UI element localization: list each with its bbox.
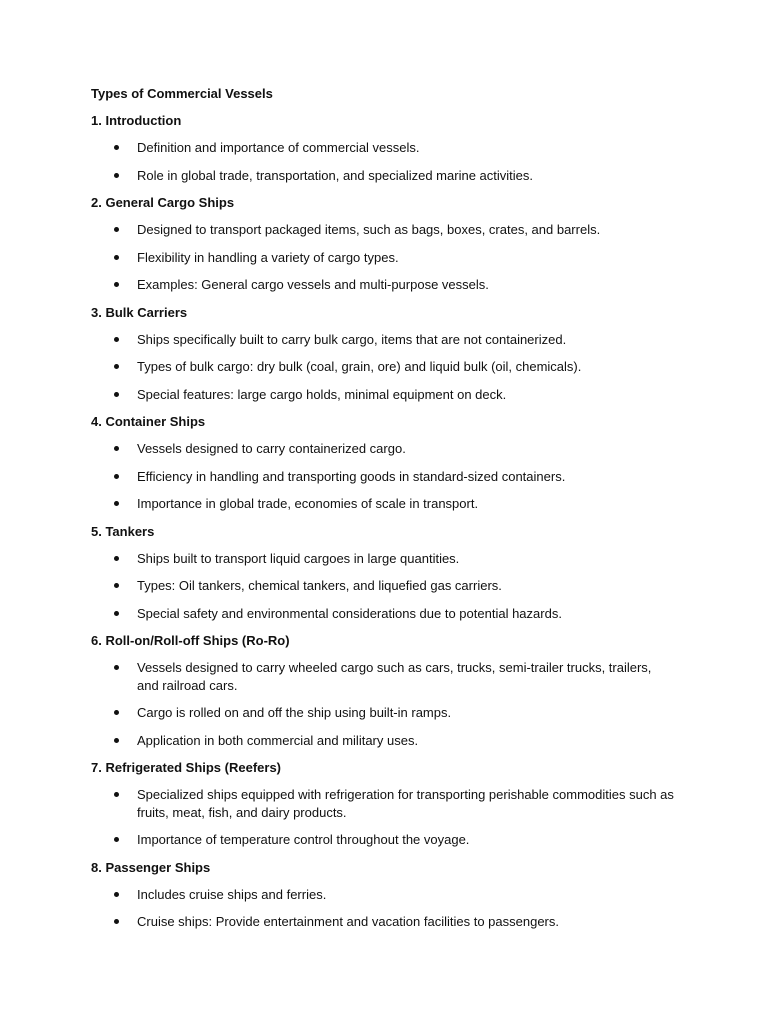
list-item xyxy=(91,440,676,458)
section xyxy=(91,859,676,931)
section-heading: 7. Refrigerated Ships (Reefers) xyxy=(91,760,282,775)
list-item xyxy=(91,167,676,185)
list-item xyxy=(91,139,676,157)
list-item xyxy=(91,786,676,821)
list-item-text: Specialized ships equipped with refrigeration for transporting perishable commodities such as fruits, meat, fish, and dairy products. xyxy=(137,787,674,820)
list-item xyxy=(91,331,676,349)
bullet-icon xyxy=(114,583,119,588)
section-heading: 1. Introduction xyxy=(91,113,182,128)
bullet-icon xyxy=(114,255,119,260)
bullet-icon xyxy=(114,337,119,342)
sections-container xyxy=(91,112,676,931)
section xyxy=(91,632,676,749)
bullet-list xyxy=(91,886,676,931)
bullet-list xyxy=(91,139,676,184)
section-heading: 3. Bulk Carriers xyxy=(91,304,188,320)
bullet-icon xyxy=(114,738,119,743)
section-heading: 4. Container Ships xyxy=(91,414,206,429)
list-item xyxy=(91,249,676,267)
section xyxy=(91,304,676,404)
list-item xyxy=(91,732,676,750)
bullet-icon xyxy=(114,227,119,232)
list-item-text: Includes cruise ships and ferries. xyxy=(137,886,327,902)
list-item xyxy=(91,659,676,694)
bullet-icon xyxy=(114,501,119,506)
list-item xyxy=(91,495,676,513)
bullet-icon xyxy=(114,173,119,178)
list-item xyxy=(91,386,676,404)
list-item-text: Special features: large cargo holds, minimal equipment on deck. xyxy=(137,386,507,402)
section-heading: 6. Roll-on/Roll-off Ships (Ro-Ro) xyxy=(91,633,290,648)
list-item-text: Cargo is rolled on and off the ship using built-in ramps. xyxy=(137,705,452,720)
list-item-text: Ships built to transport liquid cargoes in large quantities. xyxy=(137,550,460,566)
list-item xyxy=(91,577,676,595)
bullet-list xyxy=(91,440,676,513)
document-page xyxy=(91,85,676,941)
section xyxy=(91,523,676,623)
bullet-icon xyxy=(114,364,119,369)
list-item-text: Vessels designed to carry containerized cargo. xyxy=(137,441,406,456)
list-item-text: Designed to transport packaged items, such as bags, boxes, crates, and barrels. xyxy=(137,222,601,237)
section-heading: 8. Passenger Ships xyxy=(91,859,211,875)
list-item xyxy=(91,468,676,486)
list-item xyxy=(91,886,676,904)
bullet-icon xyxy=(114,665,119,670)
bullet-icon xyxy=(114,446,119,451)
bullet-icon xyxy=(114,282,119,287)
bullet-list xyxy=(91,659,676,749)
list-item-text: Role in global trade, transportation, and specialized marine activities. xyxy=(137,167,533,183)
list-item-text: Cruise ships: Provide entertainment and vacation facilities to passengers. xyxy=(137,914,559,929)
bullet-icon xyxy=(114,710,119,715)
section-heading: 5. Tankers xyxy=(91,523,155,539)
bullet-icon xyxy=(114,145,119,150)
list-item-text: Application in both commercial and military uses. xyxy=(137,732,419,748)
section xyxy=(91,759,676,849)
list-item-text: Ships specifically built to carry bulk cargo, items that are not containerized. xyxy=(137,331,567,347)
list-item xyxy=(91,605,676,623)
bullet-icon xyxy=(114,392,119,397)
section-heading: 2. General Cargo Ships xyxy=(91,195,235,210)
document-title: Types of Commercial Vessels xyxy=(91,86,273,101)
bullet-list xyxy=(91,221,676,294)
list-item xyxy=(91,276,676,294)
bullet-icon xyxy=(114,837,119,842)
bullet-list xyxy=(91,331,676,404)
list-item-text: Types: Oil tankers, chemical tankers, and liquefied gas carriers. xyxy=(137,578,502,593)
list-item-text: Importance of temperature control throughout the voyage. xyxy=(137,832,470,847)
bullet-icon xyxy=(114,556,119,561)
bullet-icon xyxy=(114,892,119,897)
list-item-text: Examples: General cargo vessels and multi-purpose vessels. xyxy=(137,277,489,292)
list-item-text: Definition and importance of commercial vessels. xyxy=(137,140,420,155)
section xyxy=(91,112,676,184)
list-item xyxy=(91,704,676,722)
section xyxy=(91,413,676,513)
list-item xyxy=(91,550,676,568)
list-item xyxy=(91,358,676,376)
list-item-text: Flexibility in handling a variety of cargo types. xyxy=(137,249,399,265)
bullet-list xyxy=(91,550,676,623)
list-item xyxy=(91,831,676,849)
list-item-text: Types of bulk cargo: dry bulk (coal, grain, ore) and liquid bulk (oil, chemicals). xyxy=(137,359,582,374)
list-item-text: Special safety and environmental considerations due to potential hazards. xyxy=(137,605,562,621)
list-item-text: Vessels designed to carry wheeled cargo such as cars, trucks, semi-trailer trucks, trailers, and railroad cars. xyxy=(137,660,652,693)
bullet-icon xyxy=(114,792,119,797)
bullet-icon xyxy=(114,474,119,479)
list-item xyxy=(91,913,676,931)
list-item-text: Efficiency in handling and transporting goods in standard-sized containers. xyxy=(137,468,566,484)
section xyxy=(91,194,676,294)
list-item-text: Importance in global trade, economies of scale in transport. xyxy=(137,496,479,511)
bullet-icon xyxy=(114,919,119,924)
list-item xyxy=(91,221,676,239)
bullet-list xyxy=(91,786,676,849)
bullet-icon xyxy=(114,611,119,616)
